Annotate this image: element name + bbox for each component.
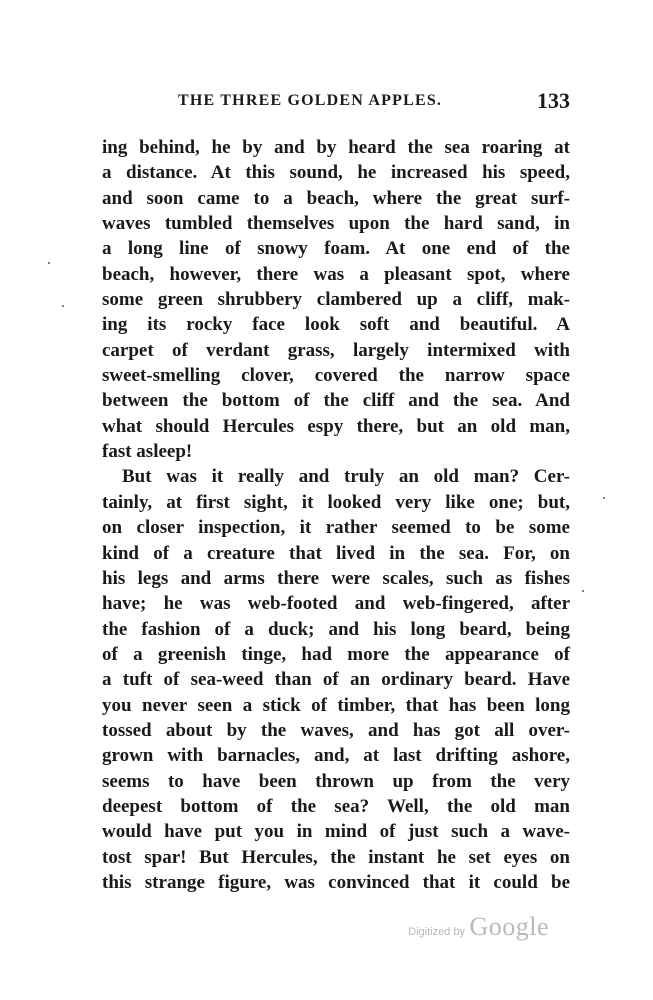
body-text	[102, 135, 570, 895]
text-line: a tuft of sea-weed than of an ordinary beard. Have	[102, 669, 570, 691]
text-line: a distance. At this sound, he increased his speed,	[102, 162, 570, 184]
text-line: his legs and arms there were scales, such as fishes	[102, 567, 570, 589]
scan-speck	[603, 497, 605, 499]
text-line: what should Hercules espy there, but an old man,	[102, 415, 570, 437]
text-line: have; he was web-footed and web-fingered, after	[102, 593, 570, 615]
watermark-prefix: Digitized by	[408, 926, 465, 938]
text-line: on closer inspection, it rather seemed to be some	[102, 517, 570, 539]
text-line: kind of a creature that lived in the sea. For, on	[102, 542, 570, 564]
text-line: sweet-smelling clover, covered the narrow space	[102, 365, 570, 387]
paragraph-start-line: But was it really and truly an old man? Cer-	[122, 466, 570, 488]
text-line: ing its rocky face look soft and beautiful. A	[102, 314, 570, 336]
running-head	[100, 90, 570, 114]
text-line: tossed about by the waves, and has got all over-	[102, 719, 570, 741]
scan-speck	[48, 262, 50, 264]
text-line: tainly, at first sight, it looked very like one; but,	[102, 491, 570, 513]
page-number: 133	[537, 88, 570, 113]
text-line: this strange figure, was convinced that it could be	[102, 871, 570, 893]
text-line: of a greenish tinge, had more the appearance of	[102, 643, 570, 665]
text-line: between the bottom of the cliff and the sea. And	[102, 390, 570, 412]
text-line: waves tumbled themselves upon the hard sand, in	[102, 213, 570, 235]
text-line: deepest bottom of the sea? Well, the old man	[102, 795, 570, 817]
google-logo: Google	[469, 912, 549, 941]
text-line: carpet of verdant grass, largely intermixed with	[102, 339, 570, 361]
text-line: tost spar! But Hercules, the instant he set eyes on	[102, 846, 570, 868]
text-line: a long line of snowy foam. At one end of the	[102, 238, 570, 260]
text-line: seems to have been thrown up from the very	[102, 770, 570, 792]
text-line: you never seen a stick of timber, that has been long	[102, 694, 570, 716]
digitized-watermark	[408, 912, 549, 942]
text-line: some green shrubbery clambered up a cliff, mak-	[102, 289, 570, 311]
text-line: would have put you in mind of just such a wave-	[102, 821, 570, 843]
running-title: THE THREE GOLDEN APPLES.	[178, 92, 443, 109]
scan-speck	[582, 590, 584, 592]
text-line: grown with barnacles, and, at last drifting ashore,	[102, 745, 570, 767]
scan-speck	[62, 305, 64, 307]
text-line: beach, however, there was a pleasant spot, where	[102, 263, 570, 285]
text-line: and soon came to a beach, where the great surf-	[102, 187, 570, 209]
text-line: the fashion of a duck; and his long beard, being	[102, 618, 570, 640]
text-line: ing behind, he by and by heard the sea roaring at	[102, 137, 570, 158]
paragraph-end-line: fast asleep!	[102, 441, 193, 463]
